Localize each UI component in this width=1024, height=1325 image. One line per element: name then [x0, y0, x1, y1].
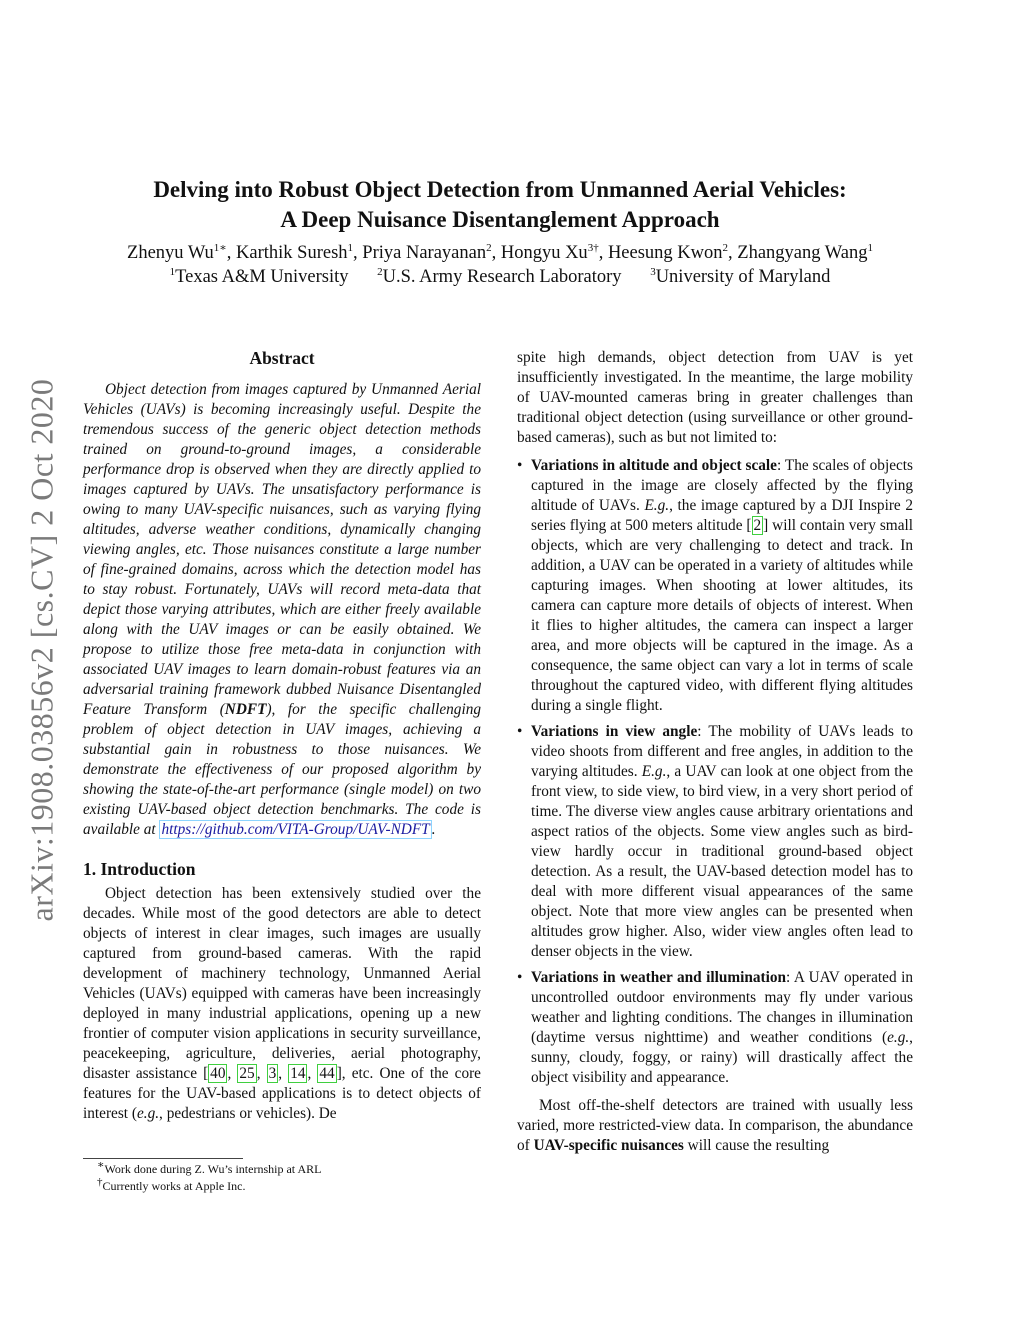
footnote-divider	[83, 1158, 243, 1159]
footnotes	[83, 1161, 481, 1195]
citation-link[interactable]: 25	[239, 1065, 255, 1082]
introduction-heading: 1. Introduction	[83, 859, 196, 879]
title-line-2: A Deep Nuisance Disentanglement Approach	[280, 207, 720, 232]
author-list	[60, 241, 940, 265]
affiliation: $^3$University of Maryland	[650, 265, 831, 287]
right-column	[517, 348, 913, 1156]
author: Zhangyang Wang$^1$	[737, 241, 873, 263]
left-column	[83, 346, 481, 1124]
challenge-list	[517, 456, 913, 1088]
citation-link[interactable]: 40	[210, 1065, 226, 1082]
citation-link[interactable]: 44	[319, 1065, 335, 1082]
arxiv-identifier: arXiv:1908.03856v2 [cs.CV] 2 Oct 2020	[23, 378, 60, 922]
bullet-icon: •	[517, 969, 523, 986]
arxiv-sidebar	[22, 365, 62, 935]
title-line-1: Delving into Robust Object Detection from Unmanned Aerial Vehicles:	[153, 177, 847, 202]
list-item: • Variations in altitude and object scale: The scales of objects captured in the image are closely affected by the flying altitude of UAVs. E.g., the image captured by a DJI Inspire 2 series flying at 500 meters altitude [ 2 ] will contain very small objects, which are very challenging to detect and track. In addition, a UAV can be operated in a variety of altitudes while capturing images. When shooting at lower altitudes, its camera can capture more details of objects of interest. When it flies to higher altitudes, the camera can inspect a larger area, and more objects will be captured in the image. As a consequence, the same object can vary a lot in terms of scale throughout the captured video, with different flying altitudes during a single flight.	[517, 457, 913, 714]
author: Heesung Kwon$^2$,	[607, 241, 738, 263]
citation-link[interactable]: 14	[290, 1065, 306, 1082]
list-item: • Variations in weather and illumination: A UAV operated in uncontrolled outdoor environments may fly under various weather and lighting conditions. The changes in illumination (daytime versus nighttime) and weather conditions (e.g., sunny, cloudy, foggy, or rainy) will drastically affect the object visibility and appearance.	[517, 969, 913, 1086]
author: Hongyu $Xu^{3\dagger}$,	[500, 241, 608, 263]
code-link[interactable]: https://github.com/VITA-Group/UAV-NDFT	[161, 821, 430, 838]
citation-link[interactable]: 3	[268, 1065, 277, 1082]
citation-link[interactable]: 2	[753, 517, 762, 534]
abstract-heading: Abstract	[249, 348, 315, 368]
affiliation: $^1$Texas A&M University	[169, 265, 349, 287]
closing-paragraph: Most off-the-shelf detectors are trained with usually less varied, more restricted-view data. In comparison, the abundance of UAV-specific nuisances will cause the resulting	[517, 1097, 913, 1154]
abstract-body: Object detection from images captured by Unmanned Aerial Vehicles (UAVs) is becoming increasingly useful. Despite the tremendous success of the generic object detection methods trained on ground-to-ground images, a considerable performance drop is observed when they are directly applied to images captured by UAVs. The unsatisfactory performance is owing to many UAV-specific nuisances, such as varying flying altitudes, adverse weather conditions, dynamically changing viewing angles, etc. Those nuisances constitute a large number of fine-grained domains, across which the detection model has to stay robust. Fortunately, UAVs will record meta-data that depict those varying attributes, which are either freely available along with the UAV images or can be easily obtained. We propose to utilize those free meta-data in conjunction with associated UAV images to learn domain-robust features via an adversarial training framework dubbed Nuisance Disentangled Feature Transform (NDFT), for the specific challenging problem of object detection in UAV images, achieving a substantial gain in robustness to those nuisances. We demonstrate the effectiveness of our proposed algorithm by showing the state-of-the-art performance (single model) on two existing UAV-based object detection benchmarks. The code is available at https://github.com/VITA-Group/UAV-NDFT .	[83, 381, 481, 838]
author: Karthik Suresh$^1$,	[236, 241, 363, 263]
intro-continuation: spite high demands, object detection from UAV is yet insufficiently investigated. In the meantime, the large mobility of UAV-mounted cameras bring in greater challenges than traditional object detection (using surveillance or other ground-based cameras), such as but not limited to:	[517, 349, 913, 446]
affiliation: $^2$U.S. Army Research Laboratory	[377, 265, 622, 287]
bullet-icon: •	[517, 723, 523, 740]
affiliation-list	[60, 265, 940, 289]
footnote: †Currently works at Apple Inc.	[97, 1176, 246, 1193]
bullet-icon: •	[517, 457, 523, 474]
introduction-paragraph: Object detection has been extensively studied over the decades. While most of the good detectors are able to detect objects of interest in clear images, such images are usually captured from ground-based cameras. With the rapid development of machinery technology, Unmanned Aerial Vehicles (UAVs) equipped with cameras have been increasingly deployed in many industrial applications, opening up a new frontier of computer vision applications in security surveillance, peacekeeping, agriculture, deliveries, aerial photography, disaster assistance [ 40 , 25 , 3 , 14 , 44 ], etc. One of the core features for the UAV-based applications is to detect objects of interest (e.g., pedestrians or vehicles). De	[83, 885, 481, 1122]
list-item: • Variations in view angle: The mobility of UAVs leads to video shoots from different and free angles, in addition to the varying altitudes. E.g., a UAV can look at one object from the front view, to side view, to bird view, in a very short period of time. The diverse view angles cause arbitrary orientations and aspect ratios of the objects. Some view angles such as bird-view hardly occur in traditional ground-based object detection. As a result, the UAV-based detection model has to deal with more different visual appearances of the same object. Note that more view angles can be presented when altitudes grow higher. Also, wider view angles often lead to denser objects in the view.	[517, 723, 913, 960]
ndft-acronym: NDFT	[224, 701, 267, 718]
author: Zhenyu $Wu^{1∗}$,	[127, 241, 237, 263]
footnote: ∗Work done during Z. Wu’s internship at ARL	[97, 1159, 322, 1176]
author: Priya Narayanan$^2$,	[362, 241, 501, 263]
paper-title	[60, 175, 940, 235]
